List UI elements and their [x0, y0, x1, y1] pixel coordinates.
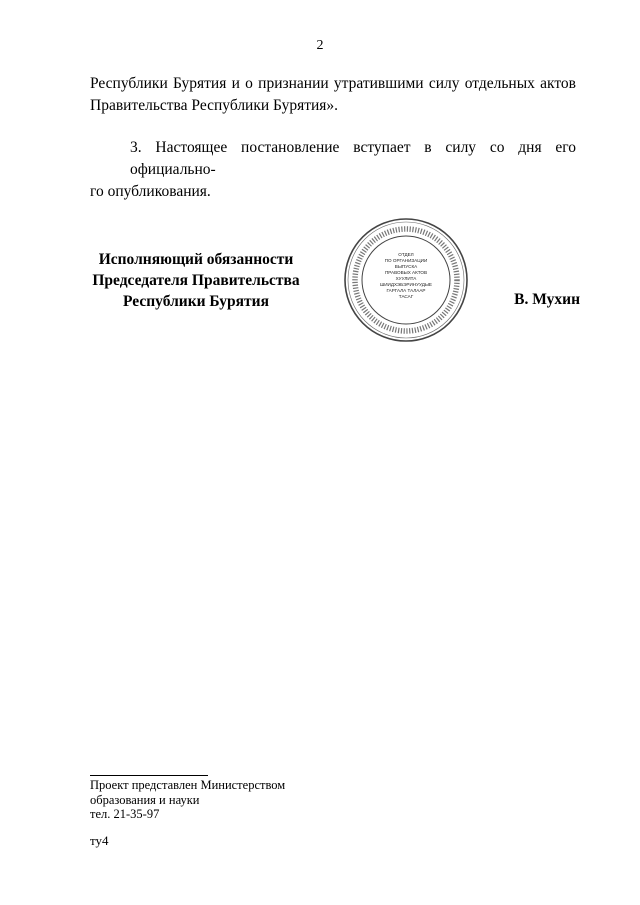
- signatory-title: [80, 249, 312, 312]
- footnote: [90, 778, 285, 822]
- seal-text-line: ТАСАГ: [398, 294, 414, 299]
- text-line: 3. Настоящее постановление вступает в силу со дня его официально-: [130, 139, 576, 178]
- text-line: го опубликования.: [90, 183, 211, 200]
- footnote-divider: [90, 775, 208, 776]
- seal-text-line: ПРАВОВЫХ АКТОВ: [384, 270, 428, 275]
- signatory-name: В. Мухин: [514, 291, 580, 308]
- signatory-title-line: Председателя Правительства: [92, 272, 300, 289]
- paragraph-clause-3: [90, 137, 576, 203]
- footnote-line: образования и науки: [90, 792, 200, 807]
- text-line: Правительства Республики Бурятия».: [90, 97, 339, 114]
- seal-text-line: ПО ОРГАНИЗАЦИИ: [384, 258, 428, 263]
- footnote-line: тел. 21-35-97: [90, 807, 160, 821]
- seal-text-line: ШИИДХЭБЭРИНУУДЫЕ: [380, 282, 432, 287]
- official-seal: [343, 217, 469, 343]
- seal-text-line: ХУУЛИТА: [395, 276, 417, 281]
- signatory-title-line: Исполняющий обязанности: [98, 251, 294, 268]
- signatory-title-line: Республики Бурятия: [123, 293, 269, 310]
- page-number: 2: [316, 38, 324, 53]
- paragraph-continuation: [90, 73, 576, 117]
- footnote-line: Проект представлен Министерством: [90, 778, 286, 792]
- text-line: Республики Бурятия и о признании утратившими силу отдельных актов: [90, 75, 576, 92]
- document-code: ту4: [90, 833, 109, 848]
- seal-text-line: ГАРГАЛА ТАЛААР: [386, 288, 426, 293]
- seal-text-line: ВЫПУСКА: [394, 264, 418, 269]
- seal-text-line: ОТДЕЛ: [398, 252, 414, 257]
